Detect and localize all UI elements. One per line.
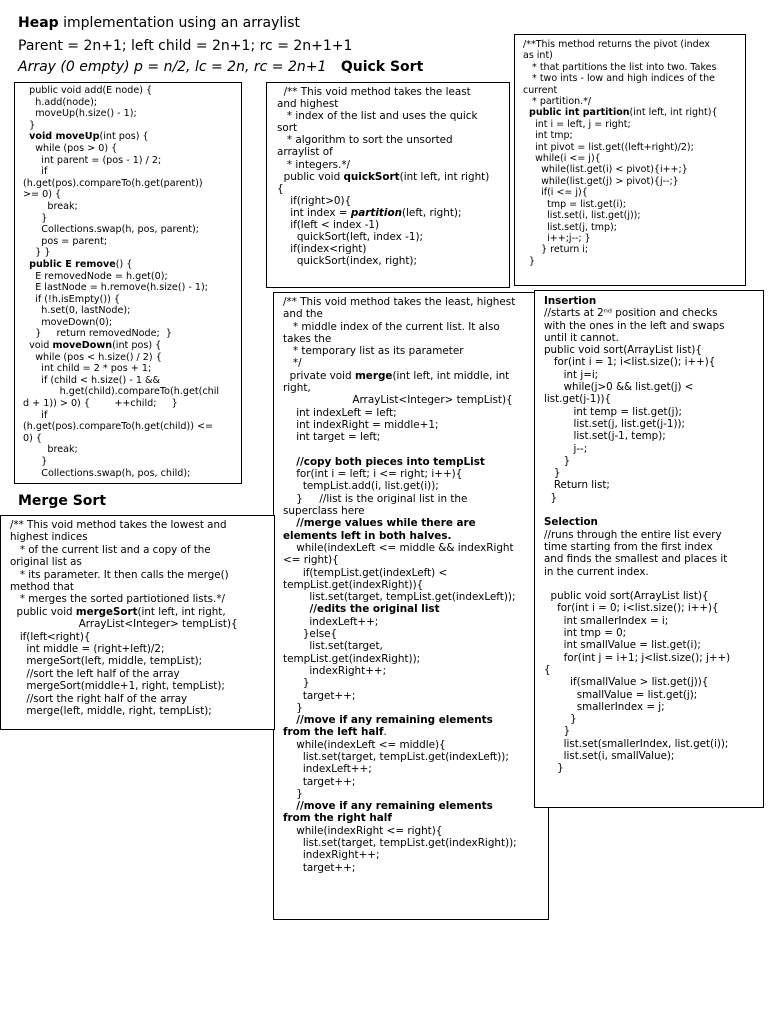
code-segment: Insertion	[544, 295, 597, 307]
code-line	[283, 456, 548, 468]
code-line: (h.get(pos).compareTo(h.get(child)) <=	[23, 421, 214, 433]
code-line: until it cannot.	[544, 331, 619, 344]
code-line	[283, 726, 548, 738]
code-line: while(i <= j){	[523, 153, 601, 165]
code-line: if(left<right){	[10, 630, 91, 643]
code-line	[283, 603, 548, 615]
code-line: original list as	[10, 556, 82, 569]
heap-title	[18, 15, 300, 31]
code-line: list.set(i, smallValue);	[544, 749, 675, 762]
code-line: indexRight++;	[283, 664, 387, 677]
partition-code-box	[514, 34, 746, 286]
code-segment: private void	[283, 369, 355, 382]
code-line: if (child < h.size() - 1 &&	[23, 374, 160, 386]
code-line: tempList.get(indexRight));	[283, 652, 421, 665]
code-line: * temporary list as its parameter	[283, 345, 464, 358]
code-line: tmp = list.get(i);	[523, 198, 626, 210]
code-line: while(indexLeft <= middle){	[283, 738, 446, 751]
code-line: arraylist of	[277, 146, 333, 159]
code-line: * two ints - low and high indices of the	[523, 73, 715, 85]
code-line: * that partitions the list into two. Takes	[523, 61, 717, 73]
code-line: /** This void method takes the lowest and	[10, 519, 227, 531]
code-line: }	[283, 677, 310, 690]
code-line: * of the current list and a copy of the	[10, 543, 211, 556]
code-line: i++;j--; }	[523, 232, 591, 244]
code-line	[283, 444, 548, 456]
code-line: * merges the sorted partiotioned lists.*/	[10, 593, 225, 606]
code-line: method that	[10, 581, 74, 594]
code-line: h.set(0, lastNode);	[23, 305, 131, 317]
mergesort-code-box	[0, 515, 275, 730]
code-line: smallerIndex = j;	[544, 700, 665, 713]
code-line: ArrayList<Integer> tempList){	[10, 618, 238, 631]
code-line: int tmp = 0;	[544, 627, 627, 640]
code-line: indexLeft++;	[283, 615, 379, 628]
code-line: >= 0) {	[23, 189, 62, 201]
code-line: list.set(target,	[283, 640, 383, 653]
code-line: if (!h.isEmpty()) {	[23, 293, 120, 305]
code-line: mergeSort(middle+1, right, tempList);	[10, 680, 225, 693]
code-line: with the ones in the left and swaps	[544, 319, 725, 332]
code-line: Collections.swap(h, pos, parent);	[23, 224, 200, 236]
code-segment: (left, right);	[401, 206, 462, 219]
code-line: target++;	[283, 689, 356, 702]
code-line: in the current index.	[544, 565, 649, 578]
code-line	[23, 259, 241, 271]
code-line: while (pos > 0) {	[23, 142, 118, 154]
heap-formula-1: Parent = 2n+1; left child = 2n+1; rc = 2n+1+1	[18, 38, 353, 54]
code-line: /** This void method takes the least, highest	[283, 296, 516, 308]
code-segment	[283, 800, 296, 812]
code-line: int parent = (pos - 1) / 2;	[23, 154, 162, 166]
code-line: int middle = (right+left)/2;	[10, 643, 165, 656]
code-line: mergeSort(left, middle, tempList);	[10, 655, 203, 668]
code-line: and highest	[277, 98, 339, 111]
code-line: (h.get(pos).compareTo(h.get(parent))	[23, 177, 203, 189]
code-line: } return i;	[523, 244, 589, 256]
code-line: int j=i;	[544, 368, 599, 381]
code-line: int smallerIndex = i;	[544, 614, 669, 627]
code-line: while(list.get(i) < pivot){i++;}	[523, 164, 688, 176]
code-line: int tmp;	[523, 130, 573, 142]
code-segment: public E remove	[29, 258, 116, 270]
code-line: smallValue = list.get(j);	[544, 688, 698, 701]
code-segment: //merge values while there are	[296, 517, 476, 530]
code-segment	[283, 517, 296, 529]
code-line: and the	[283, 308, 323, 321]
code-segment: (int left, int right){	[629, 107, 718, 119]
merge-code-box	[273, 292, 549, 920]
code-segment: void moveUp	[29, 131, 100, 143]
code-line: pos = parent;	[23, 235, 108, 247]
code-segment: from the right half	[283, 812, 392, 825]
code-line: * algorithm to sort the unsorted	[277, 134, 453, 147]
code-line: while(indexRight <= right){	[283, 824, 443, 837]
code-line: }	[544, 467, 561, 480]
code-line: } return removedNode; }	[23, 328, 172, 340]
code-line: } }	[23, 247, 51, 259]
code-line: superclass here	[283, 505, 365, 518]
code-line	[544, 578, 763, 590]
code-line	[283, 714, 548, 726]
code-line: public void sort(ArrayList list){	[544, 590, 709, 603]
code-segment: (int pos) {	[112, 340, 162, 352]
code-line: for(int i = left; i <= right; i++){	[283, 468, 463, 481]
heap-formula-2	[18, 59, 423, 75]
code-segment: from the left half	[283, 726, 384, 739]
code-line	[544, 516, 763, 528]
code-segment: Selection	[544, 516, 598, 529]
code-segment: //move if any remaining elements	[296, 714, 493, 727]
code-line: for(int i = 0; i<list.size(); i++){	[544, 602, 719, 615]
code-line: E removedNode = h.get(0);	[23, 270, 168, 282]
code-line: }else{	[283, 628, 338, 641]
code-segment: public void	[277, 170, 344, 183]
code-line: time starting from the first index	[544, 540, 713, 553]
code-line: */	[283, 357, 302, 370]
code-line: quickSort(index, right);	[277, 255, 417, 268]
code-segment: moveDown	[52, 340, 113, 352]
code-line: current	[523, 84, 558, 96]
code-line: moveDown(0);	[23, 316, 113, 328]
code-line: if(right>0){	[277, 194, 352, 207]
code-line	[283, 517, 548, 529]
code-segment: merge	[354, 369, 393, 382]
code-line	[23, 131, 241, 143]
quicksort-code-box	[266, 82, 510, 288]
code-line: if	[23, 409, 48, 421]
code-segment: partition	[350, 206, 402, 219]
code-line: if(smallValue > list.get(j)){	[544, 676, 709, 689]
code-line	[544, 504, 763, 516]
code-line	[283, 370, 548, 382]
code-line: if	[23, 166, 48, 178]
code-line: }	[544, 713, 577, 726]
code-line: if(index<right)	[277, 243, 367, 256]
code-line: }	[544, 762, 564, 775]
insertion-selection-code-box	[534, 290, 764, 808]
quick-sort-title: Quick Sort	[340, 59, 424, 75]
code-segment	[283, 714, 296, 726]
code-line: while(indexLeft <= middle && indexRight	[283, 541, 514, 554]
code-line: list.set(i, list.get(j));	[523, 210, 641, 222]
code-segment: .	[383, 726, 387, 739]
code-line	[283, 530, 548, 542]
code-line: }	[544, 491, 558, 504]
code-line: break;	[23, 200, 78, 212]
code-segment: public int partition	[529, 107, 630, 119]
code-line: list.set(target, tempList.get(indexRight));	[283, 837, 517, 850]
code-line	[523, 107, 745, 118]
code-line: for(int i = 1; i<list.size(); i++){	[544, 356, 716, 369]
code-line: merge(left, middle, right, tempList);	[10, 705, 212, 718]
code-segment	[283, 456, 296, 468]
code-line: j--;	[544, 442, 588, 455]
code-line: //sort the left half of the array	[10, 667, 180, 680]
code-line: /** This void method takes the least	[277, 86, 471, 98]
code-segment: //edits the original list	[309, 603, 440, 616]
code-line: public void add(E node) {	[23, 85, 153, 96]
code-line: } //list is the original list in the	[283, 492, 468, 505]
code-line	[10, 606, 274, 618]
code-line: {	[277, 182, 284, 195]
code-line: list.set(j-1, temp);	[544, 430, 666, 443]
code-segment: //copy both pieces into tempList	[296, 455, 485, 468]
code-line: //starts at 2ⁿᵈ position and checks	[544, 307, 718, 320]
code-line: int smallValue = list.get(i);	[544, 639, 701, 652]
code-line: h.add(node);	[23, 96, 98, 108]
code-line: moveUp(h.size() - 1);	[23, 108, 137, 120]
code-line: 0) {	[23, 432, 43, 444]
code-line: }	[23, 456, 48, 467]
code-segment: void	[23, 340, 53, 352]
code-line: int temp = list.get(j);	[544, 405, 682, 418]
code-line: while(j>0 && list.get(j) <	[544, 381, 694, 394]
code-segment: (int pos) {	[99, 131, 149, 143]
code-line	[283, 800, 548, 812]
code-line: * its parameter. It then calls the merge()	[10, 568, 229, 581]
merge-sort-title: Merge Sort	[18, 493, 107, 509]
code-line: <= right){	[283, 554, 339, 567]
code-line: list.get(j-1)){	[544, 393, 612, 406]
code-line	[544, 295, 763, 307]
code-segment: public void	[10, 605, 76, 618]
heap-code-box	[14, 82, 242, 484]
code-line: while(list.get(j) > pivot){j--;}	[523, 175, 679, 187]
code-line: }	[283, 787, 303, 800]
code-line: for(int j = i+1; j<list.size(); j++)	[544, 651, 731, 664]
heap-title-bold: Heap	[18, 15, 59, 31]
code-segment: mergeSort	[75, 605, 138, 618]
code-line: target++;	[283, 861, 356, 874]
code-line: * partition.*/	[523, 96, 592, 108]
code-line: takes the	[283, 332, 332, 345]
code-line: Return list;	[544, 479, 610, 492]
code-line	[23, 340, 241, 352]
code-line	[283, 812, 548, 824]
code-line: * index of the list and uses the quick	[277, 110, 478, 123]
code-segment: (int left, int right)	[399, 170, 490, 183]
code-line: and finds the smallest and places it	[544, 553, 728, 566]
code-line: break;	[23, 444, 78, 456]
code-line: d + 1)) > 0) { ++child; }	[23, 398, 178, 410]
code-line: int pivot = list.get((left+right)/2);	[523, 141, 694, 153]
code-line: indexRight++;	[283, 849, 380, 862]
code-line: }	[283, 701, 303, 714]
code-line: right,	[283, 382, 311, 395]
code-line: if(left < index -1)	[277, 219, 380, 232]
code-line: tempList.get(indexRight)){	[283, 578, 424, 591]
code-line: }	[23, 212, 48, 224]
code-line: * middle index of the current list. It also	[283, 320, 500, 333]
code-line: tempList.add(i, list.get(i));	[283, 480, 439, 493]
code-line: highest indices	[10, 531, 88, 544]
code-segment	[283, 603, 309, 615]
code-line: Collections.swap(h, pos, child);	[23, 467, 191, 479]
code-segment: (int left, int right,	[137, 605, 226, 618]
code-line: int indexLeft = left;	[283, 406, 397, 419]
code-line: indexLeft++;	[283, 763, 372, 776]
code-line: int child = 2 * pos + 1;	[23, 363, 152, 375]
code-segment: (int left, int middle, int	[392, 369, 510, 382]
heap-formula-2-text: Array (0 empty) p = n/2, lc = 2n, rc = 2n+1	[18, 59, 327, 75]
code-line: if(tempList.get(indexLeft) <	[283, 566, 448, 579]
code-line: sort	[277, 122, 298, 135]
code-line: while (pos < h.size() / 2) {	[23, 351, 162, 363]
code-segment: elements left in both halves.	[283, 529, 452, 542]
code-line: //runs through the entire list every	[544, 528, 722, 541]
code-line: if(i <= j){	[523, 187, 588, 199]
code-line: }	[544, 725, 571, 738]
code-line: E lastNode = h.remove(h.size() - 1);	[23, 282, 208, 294]
code-line: ArrayList<Integer> tempList){	[283, 394, 513, 407]
code-segment: () {	[115, 258, 133, 270]
heap-title-rest: implementation using an arraylist	[58, 15, 300, 31]
code-line: as int)	[523, 50, 553, 62]
code-line: list.set(j, tmp);	[523, 221, 617, 233]
code-line: target++;	[283, 775, 356, 788]
code-line: list.set(target, tempList.get(indexLeft));	[283, 750, 509, 763]
code-line: int target = left;	[283, 431, 381, 444]
code-line	[277, 171, 509, 183]
code-line: * integers.*/	[277, 158, 351, 171]
code-line: int i = left, j = right;	[523, 118, 631, 130]
code-line: public void sort(ArrayList list){	[544, 344, 702, 357]
code-line	[277, 207, 509, 219]
code-line: list.set(j, list.get(j-1));	[544, 417, 685, 430]
code-line: list.set(smallerIndex, list.get(i));	[544, 737, 729, 750]
code-line: //sort the right half of the array	[10, 692, 188, 705]
code-line: quickSort(left, index -1);	[277, 231, 424, 244]
code-segment: int index =	[277, 206, 351, 219]
code-segment: quickSort	[343, 170, 400, 183]
code-line: int indexRight = middle+1;	[283, 418, 439, 431]
code-line: }	[23, 119, 36, 131]
code-line: list.set(target, tempList.get(indexLeft));	[283, 591, 516, 604]
code-segment: //move if any remaining elements	[296, 800, 493, 813]
code-line: {	[544, 663, 551, 676]
code-line: h.get(child).compareTo(h.get(chil	[23, 386, 220, 398]
code-line: /**This method returns the pivot (index	[523, 39, 711, 50]
code-line: }	[523, 255, 536, 267]
code-line: }	[544, 454, 571, 467]
